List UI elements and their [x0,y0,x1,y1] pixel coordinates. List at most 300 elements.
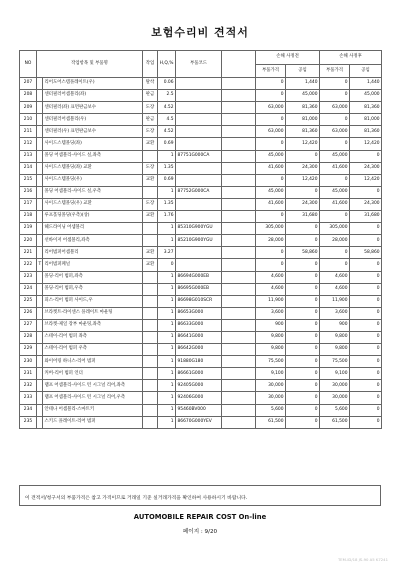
cell-ap: 900 [320,319,350,331]
cell-work [143,319,158,331]
cell-ap: 0 [320,174,350,186]
cell-spacer [222,356,256,368]
cell-bl: 0 [286,319,320,331]
cell-ap: 5,600 [320,404,350,416]
cell-work: 도장 [143,198,158,210]
cell-item: 브라켓트-라이센스 플레이트 마운팅 [43,307,143,319]
cell-bl: 24,300 [286,198,320,210]
cell-spacer [222,416,256,428]
cell-no: 225 [20,295,37,307]
cell-bl: 0 [286,295,320,307]
cell-bp: 4,600 [256,271,286,283]
cell-bl: 0 [286,368,320,380]
cell-al: 0 [350,380,382,392]
cell-code [176,90,222,102]
cell-work [143,416,158,428]
cell-no: 226 [20,307,37,319]
cell-al: 0 [350,307,382,319]
cell-bl: 0 [286,235,320,247]
cell-spacer [222,247,256,259]
cell-hq: 1 [158,331,176,343]
cell-bp: 3,600 [256,307,286,319]
cell-spacer [222,150,256,162]
cell-work [143,392,158,404]
cell-work [143,271,158,283]
cell-item: 피스-리어 범퍼 사이드,우 [43,295,143,307]
cell-bp: 30,000 [256,380,286,392]
table-row [20,223,382,235]
header-no: NO [20,51,37,78]
cell-bp: 63,000 [256,126,286,138]
cell-item: 몰딩-리어 범퍼,우측 [43,283,143,295]
cell-code: 87751G000CA [176,150,222,162]
cell-ap: 41,600 [320,198,350,210]
cell-code: 92406G000 [176,392,222,404]
page-number: 페이지 : 9/20 [182,529,218,535]
cell-no: 222 [20,259,37,271]
table-row [20,162,382,174]
cell-ap: 61,500 [320,416,350,428]
cell-work: 교환 [143,247,158,259]
cell-ap: 30,000 [320,392,350,404]
cell-code: 95460BV000 [176,404,222,416]
cell-work [143,186,158,198]
cell-code [176,211,222,223]
cell-code: 91880G180 [176,356,222,368]
table-row [20,404,382,416]
cell-hq: 1 [158,356,176,368]
cell-spacer [222,138,256,150]
cell-al: 0 [350,186,382,198]
cell-spacer [222,271,256,283]
cell-work [143,404,158,416]
cell-item: 리어범퍼어셈블리 [43,247,143,259]
cell-item: 리어도어스템플레이트(우) [43,78,143,90]
cell-no: 215 [20,174,37,186]
header-item: 작업항목 및 부품명 [37,51,143,78]
cell-code: 92405G000 [176,380,222,392]
table-row [20,150,382,162]
cell-bl: 81,360 [286,102,320,114]
cell-no: 211 [20,126,37,138]
cell-bp: 0 [256,114,286,126]
table-row [20,356,382,368]
table-row [20,102,382,114]
cell-spacer [222,90,256,102]
cell-al: 0 [350,368,382,380]
cell-hq: 1 [158,186,176,198]
cell-work: 판금 [143,90,158,102]
table-row [20,392,382,404]
cell-code [176,102,222,114]
cell-code: 87752G000CA [176,186,222,198]
cell-bl: 31,680 [286,211,320,223]
cell-work [143,356,158,368]
cell-bl: 0 [286,223,320,235]
cell-no: 223 [20,271,37,283]
cell-bp: 45,000 [256,186,286,198]
cell-bp: 900 [256,319,286,331]
cell-item: 사이드스텝몰딩(좌) 교환 [43,162,143,174]
cell-item: 와이어링 하니스-리어 범퍼 [43,356,143,368]
header-code: 부품코드 [176,51,222,78]
cell-bl: 0 [286,331,320,343]
cell-code [176,138,222,150]
cell-item: 램프 어셈블리-사이드 턴 시그널 리어,우측 [43,392,143,404]
cell-ap: 30,000 [320,380,350,392]
table-row [20,247,382,259]
cell-hq: 4.52 [158,102,176,114]
cell-al: 0 [350,356,382,368]
cell-al: 31,680 [350,211,382,223]
cell-ap: 3,600 [320,307,350,319]
table-row [20,283,382,295]
cell-al: 0 [350,404,382,416]
cell-al: 12,420 [350,174,382,186]
table-row [20,114,382,126]
cell-bl: 0 [286,271,320,283]
cell-spacer [222,295,256,307]
cell-hq: 1 [158,380,176,392]
cell-hq: 4.5 [158,114,176,126]
table-row [20,90,382,102]
cell-al: 0 [350,283,382,295]
cell-code [176,126,222,138]
cell-work: 교환 [143,259,158,271]
watermark-text: TEM-ID/18 JS-90 A5 K7241 [337,557,388,562]
cell-ap: 0 [320,259,350,271]
cell-ap: 305,000 [320,223,350,235]
cell-work [143,307,158,319]
cell-ap: 0 [320,211,350,223]
cell-spacer [222,174,256,186]
cell-ap: 11,900 [320,295,350,307]
cell-code: 86695G000EB [176,283,222,295]
cell-item: 스테이-리어 범퍼 좌측 [43,331,143,343]
header-work: 작업 [143,51,158,78]
header-hq: H,Q,% [158,51,176,78]
cell-no: 213 [20,150,37,162]
cell-al: 0 [350,235,382,247]
cell-hq: 1.35 [158,198,176,210]
table-row [20,319,382,331]
cell-hq: 1.35 [158,162,176,174]
cell-spacer [222,283,256,295]
cell-spacer [222,331,256,343]
cell-bl: 81,360 [286,126,320,138]
cell-no: 209 [20,102,37,114]
cell-bp: 9,800 [256,331,286,343]
cell-bl: 0 [286,392,320,404]
table-row [20,211,382,223]
cell-work: 도장 [143,102,158,114]
table-row [20,174,382,186]
cell-bp: 63,000 [256,102,286,114]
cell-bp: 5,600 [256,404,286,416]
table-row [20,138,382,150]
cell-hq: 1 [158,368,176,380]
cell-ap: 75,500 [320,356,350,368]
cell-item: 사이드스텝몰딩(우) [43,174,143,186]
cell-item: 스테이-리어 범퍼 우측 [43,344,143,356]
cell-hq: 0.69 [158,174,176,186]
cell-no: 228 [20,331,37,343]
cell-code [176,78,222,90]
cell-item: 안테나 어셈블리-스마트키 [43,404,143,416]
cell-bp: 41,600 [256,198,286,210]
cell-bp: 75,500 [256,356,286,368]
cell-code [176,198,222,210]
cell-bl: 0 [286,380,320,392]
cell-work [143,368,158,380]
cell-al: 0 [350,223,382,235]
cell-work [143,295,158,307]
cell-spacer [222,102,256,114]
cell-bl: 81,000 [286,114,320,126]
cell-no: 214 [20,162,37,174]
cell-bp: 0 [256,78,286,90]
cell-hq: 4.52 [158,126,176,138]
cell-work [143,235,158,247]
cell-ap: 0 [320,114,350,126]
cell-item: 사이드스텝몰딩(좌) [43,138,143,150]
cell-bl: 12,420 [286,138,320,150]
cell-bl: 0 [286,356,320,368]
cell-ap: 28,000 [320,235,350,247]
cell-code: 86633G000 [176,319,222,331]
cell-hq: 1 [158,319,176,331]
cell-item: 센터필러어셈블리(우) [43,114,143,126]
cell-al: 81,000 [350,114,382,126]
cell-code [176,174,222,186]
cell-spacer [222,78,256,90]
cell-hq: 1 [158,150,176,162]
table-row [20,235,382,247]
table-row [20,295,382,307]
cell-spacer [222,114,256,126]
cell-code: 86670G000YEV [176,416,222,428]
cell-mark: T [37,259,43,271]
cell-item: 선바이저 어셈블리,좌측 [43,235,143,247]
cell-work [143,331,158,343]
header-spacer [222,51,256,78]
cell-work: 교환 [143,138,158,150]
cell-bp: 4,600 [256,283,286,295]
cell-al: 0 [350,392,382,404]
cell-hq: 1 [158,295,176,307]
cell-bp: 45,000 [256,150,286,162]
cell-al: 0 [350,344,382,356]
cell-bp: 0 [256,90,286,102]
cell-bp: 0 [256,211,286,223]
cell-spacer [222,162,256,174]
header-before-labor: 공임 [286,64,320,78]
cell-bp: 0 [256,247,286,259]
cell-bl: 0 [286,307,320,319]
cell-spacer [222,223,256,235]
cell-al: 45,000 [350,90,382,102]
header-after-labor: 공임 [350,64,382,78]
cell-hq: 1 [158,344,176,356]
cell-al: 0 [350,150,382,162]
cell-ap: 0 [320,247,350,259]
cell-bp: 0 [256,174,286,186]
cell-item: 리어범퍼페널 [43,259,143,271]
price-notice: 이 견적서/청구서의 부품가격은 참고 가격이므로 거래일 기준 실거래가격을 확인하여 사용하시기 바랍니다. [19,485,381,506]
cell-bp: 305,000 [256,223,286,235]
cell-al: 0 [350,271,382,283]
cell-spacer [222,211,256,223]
cell-al: 24,300 [350,198,382,210]
cell-ap: 9,100 [320,368,350,380]
cell-no: 221 [20,247,37,259]
cell-hq: 0.06 [158,78,176,90]
header-after: 손해 사정후 [320,51,382,65]
table-row [20,368,382,380]
cell-no: 208 [20,90,37,102]
cell-ap: 63,000 [320,102,350,114]
table-row [20,271,382,283]
cell-no: 232 [20,380,37,392]
cell-hq: 1 [158,271,176,283]
cell-al: 12,420 [350,138,382,150]
cell-work: 판금 [143,114,158,126]
cell-hq: 1 [158,283,176,295]
cell-item: 몰딩-리어 범퍼,좌측 [43,271,143,283]
table-row [20,344,382,356]
cell-work [143,344,158,356]
cell-no: 210 [20,114,37,126]
cell-code [176,114,222,126]
table-row [20,78,382,90]
cell-no: 231 [20,368,37,380]
cell-code: 85210G900YGU [176,235,222,247]
cell-ap: 0 [320,90,350,102]
cell-item: 몰딩 어셈블리-사이드 실,우측 [43,186,143,198]
table-row [20,126,382,138]
cell-item: 램프 어셈블리-사이드 턴 시그널 리어,좌측 [43,380,143,392]
cell-no: 229 [20,344,37,356]
cell-al: 24,300 [350,162,382,174]
cell-ap: 45,000 [320,186,350,198]
cell-spacer [222,368,256,380]
cell-code: 86641G000 [176,331,222,343]
cell-al: 0 [350,331,382,343]
cell-bp: 28,000 [256,235,286,247]
cell-code: 86698G010SCR [176,295,222,307]
cell-al: 81,360 [350,102,382,114]
cell-item: 헤드라이닝 어셈블리 [43,223,143,235]
cell-item: 센터필러(우) 표면판금보수 [43,126,143,138]
cell-ap: 0 [320,138,350,150]
cell-no: 220 [20,235,37,247]
cell-spacer [222,307,256,319]
cell-ap: 0 [320,78,350,90]
table-row [20,186,382,198]
cell-no: 224 [20,283,37,295]
table-row [20,380,382,392]
cell-hq: 3.27 [158,247,176,259]
cell-work: 탈착 [143,78,158,90]
cell-al: 0 [350,259,382,271]
cell-spacer [222,235,256,247]
cell-code: 86661G000 [176,368,222,380]
cell-spacer [222,259,256,271]
footer-title: AUTOMOBILE REPAIR COST On-line [133,513,267,521]
cell-ap: 4,600 [320,283,350,295]
cell-hq: 1 [158,416,176,428]
cell-hq: 1 [158,392,176,404]
cell-hq: 2.5 [158,90,176,102]
cell-bl: 24,300 [286,162,320,174]
cell-hq: 1 [158,235,176,247]
cell-ap: 9,800 [320,344,350,356]
cell-code: 86653G000 [176,307,222,319]
cell-ap: 45,000 [320,150,350,162]
cell-no: 216 [20,186,37,198]
cell-no: 218 [20,211,37,223]
cell-work [143,380,158,392]
cell-no: 217 [20,198,37,210]
cell-item: 몰딩 어셈블리-사이드 실,좌측 [43,150,143,162]
cell-hq: 1 [158,404,176,416]
cell-bl: 0 [286,416,320,428]
cell-ap: 41,600 [320,162,350,174]
cell-bl: 1,440 [286,78,320,90]
table-row [20,331,382,343]
cell-bl: 0 [286,404,320,416]
cell-no: 230 [20,356,37,368]
cell-work [143,150,158,162]
cell-hq: 1 [158,223,176,235]
cell-work: 교환 [143,174,158,186]
cell-no: 219 [20,223,37,235]
cell-bp: 11,900 [256,295,286,307]
cell-ap: 4,600 [320,271,350,283]
header-after-part: 부품가격 [320,64,350,78]
cell-al: 81,360 [350,126,382,138]
cell-bl: 0 [286,150,320,162]
cell-spacer [222,126,256,138]
cell-code [176,247,222,259]
cell-bl: 0 [286,186,320,198]
cell-item: 센터필러(좌) 표면판금보수 [43,102,143,114]
cell-bp: 0 [256,138,286,150]
cell-work: 교환 [143,211,158,223]
cell-bp: 0 [256,259,286,271]
cell-al: 0 [350,319,382,331]
cell-bl: 0 [286,344,320,356]
estimate-rows [20,78,382,429]
cell-al: 0 [350,416,382,428]
cell-spacer [222,392,256,404]
cell-al: 1,440 [350,78,382,90]
cell-bl: 58,860 [286,247,320,259]
cell-bl: 45,000 [286,90,320,102]
cell-bp: 30,000 [256,392,286,404]
cell-spacer [222,380,256,392]
cell-hq: 1 [158,307,176,319]
header-before-part: 부품가격 [256,64,286,78]
cell-ap: 63,000 [320,126,350,138]
table-row [20,198,382,210]
cell-no: 212 [20,138,37,150]
table-row [20,416,382,428]
cell-work [143,223,158,235]
cell-no: 234 [20,404,37,416]
cell-no: 233 [20,392,37,404]
cell-no: 235 [20,416,37,428]
